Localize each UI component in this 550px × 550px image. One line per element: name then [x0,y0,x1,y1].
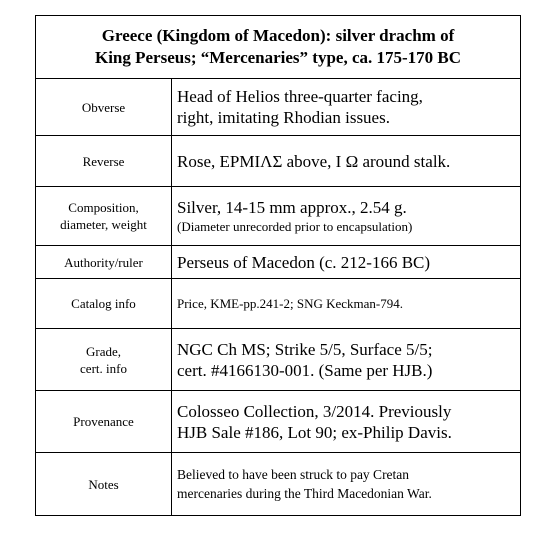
row-grade [36,329,520,391]
value-notes-line-1: Believed to have been struck to pay Cretan [177,467,410,482]
value-authority-line-1: Perseus of Macedon (c. 212-166 BC) [177,252,431,272]
value-notes [172,453,520,515]
title-line-2: King Perseus; “Mercenaries” type, ca. 175-170 BC [94,48,462,67]
coin-info-table [35,15,521,516]
label-notes [36,453,172,515]
row-authority [36,246,520,279]
row-notes [36,453,520,515]
label-grade [36,329,172,390]
label-notes-text: Notes [88,476,119,492]
table-title [36,16,520,79]
label-composition-line-2: diameter, weight [60,217,147,232]
label-provenance-text: Provenance [73,414,134,429]
value-notes-line-2: mercenaries during the Third Macedonian War. [177,486,432,501]
value-reverse [172,136,520,186]
label-authority-text: Authority/ruler [64,254,143,270]
row-reverse [36,136,520,187]
label-reverse [36,136,172,186]
label-obverse [36,79,172,135]
value-authority [172,246,520,278]
value-obverse-line-2: right, imitating Rhodian issues. [177,108,390,127]
value-provenance-line-1: Colosseo Collection, 3/2014. Previously [177,401,452,421]
label-composition [36,187,172,245]
value-provenance [172,391,520,452]
value-obverse [172,79,520,135]
row-composition [36,187,520,246]
label-reverse-text: Reverse [82,153,125,169]
row-obverse [36,79,520,136]
row-provenance [36,391,520,453]
value-reverse-line-1: Rose, ΕΡΜΙΛΣ above, Ι Ω around stalk. [177,151,451,171]
label-provenance [36,391,172,452]
row-catalog [36,279,520,329]
title-line-1: Greece (Kingdom of Macedon): silver drachm of [101,26,455,45]
label-obverse-text: Obverse [81,99,126,115]
label-catalog [36,279,172,328]
label-grade-line-1: Grade, [85,343,121,359]
value-composition-line-2: (Diameter unrecorded prior to encapsulation) [177,218,413,234]
value-catalog [172,279,520,328]
value-catalog-line-1: Price, KME-pp.241-2; SNG Keckman-794. [177,295,404,311]
value-composition-line-1: Silver, 14-15 mm approx., 2.54 g. [177,197,407,217]
value-grade [172,329,520,390]
value-obverse-line-1: Head of Helios three-quarter facing, [177,87,423,106]
value-composition [172,187,520,245]
value-grade-line-2: cert. #4166130-001. (Same per HJB.) [177,360,433,380]
label-composition-line-1: Composition, [68,200,139,215]
value-provenance-line-2: HJB Sale #186, Lot 90; ex-Philip Davis. [177,422,452,442]
label-grade-line-2: cert. info [80,360,127,376]
value-grade-line-1: NGC Ch MS; Strike 5/5, Surface 5/5; [177,339,433,359]
label-catalog-text: Catalog info [71,296,136,311]
label-authority [36,246,172,278]
